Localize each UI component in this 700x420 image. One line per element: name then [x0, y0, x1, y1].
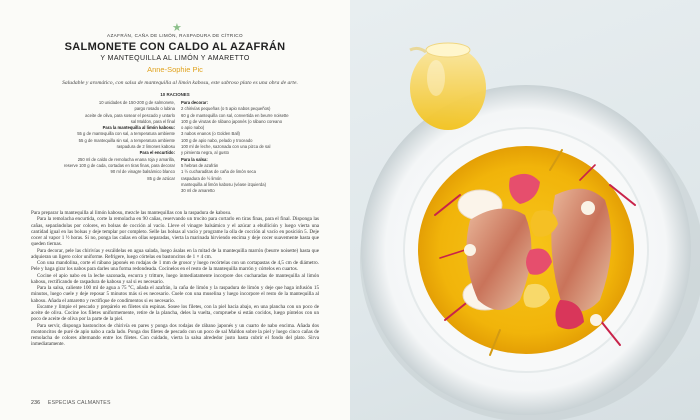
ingredient-heading: Para el encurtido:: [139, 150, 175, 156]
puree-dot: [464, 244, 476, 256]
recipe-tags: AZAFRÁN, CAÑA DE LIMÓN, RASPADURA DE CÍTRICO: [107, 33, 243, 38]
page-footer: [31, 400, 111, 406]
ingredient-line: 100 g de virutas de rábano japonés (o rábano coreano: [181, 118, 283, 124]
ingredient-line: sal Maldon, para el final: [130, 118, 175, 124]
ingredient-line: 100 g de apio nabo, pelado y troceado: [181, 137, 253, 143]
dish-photo: [350, 0, 700, 420]
recipe-intro: Saludable y aromático, con salsa de mantequilla al limón kabosu, este sabroso plato es una obra de arte.: [62, 80, 298, 86]
puree-dot: [590, 314, 602, 326]
ingredient-line: 250 ml de caldo de remolacha enana roja y amarilla,: [77, 156, 175, 162]
fish-fillet: [466, 209, 531, 310]
puree-dot: [581, 201, 595, 215]
method-paragraph: Escame y limpie el pescado y prepárelo en filetes sin espinas. Sosee los filetes, con la piel hacia abajo, en una plancha con un poco de aceite de oliva. Cocine los filetes uniformemente, retire de la plancha, deles la vuelta, compruebe si están cocidos, luego píntelos con un poco de aceite de oliva por la parte de la piel.: [31, 303, 319, 323]
ingredient-heading: Para decorar:: [181, 100, 208, 105]
ingredient-line: pargo rosado o lubina: [134, 106, 175, 112]
ingredient-heading: Para la salsa:: [181, 156, 208, 162]
ingredient-line: 5 hebras de azafrán: [181, 162, 219, 168]
method-paragraph: Cocine el apio nabo en la leche sazonada, escurra y tritture, luego inmediatamente incorpore dos cucharadas de mantequilla al limón kabosu, rectificando de raspadura de kabosu y sal si es necesario.: [31, 272, 319, 285]
ingredient-line: 30 ml de amaretto: [181, 188, 215, 194]
ingredient-line: 100 ml de leche, sazonada con una pizca de sal: [181, 144, 271, 150]
method-paragraph: Para servir, disponga bastoncitos de chirivía en pares y ponga dos rodajas de rábano japonés y un cuarto de nabo encima. Añada dos montoncitos de puré de apio nabo a cada lado. Ponga dos filetes de pescado con un poco de sal Maldon sobre la piel y luego cinco cañas de remolacha de colores alternando entre los filetes. Con cuidado, vierta la salsa alrededor justo hasta cubrir el fondo del plato. Sirva inmediatamente.: [31, 322, 319, 348]
recipe-title: SALMONETE CON CALDO AL AZAFRÁN: [64, 41, 286, 53]
sauce-jug: [410, 43, 486, 130]
ingredient-line: 1 ½ cucharaditas de caña de limón seca: [181, 169, 256, 175]
ingredient-line: raspadura de ½ limón: [181, 175, 222, 181]
method-paragraph: Para la salsa, caliente 100 ml de agua a 75 °C, añada el azafrán, la caña de limón y la raspadura de limón y deje que haga infusión 15 minutos, luego cuele y deje reposar 5 minutos más si es necesario. Cuele con una muselina y luego incorpore el resto de la mantequilla al kabosu. Añada el amaretto y rectifique de condimentos si es necesario.: [31, 285, 319, 304]
page-number: 236: [31, 400, 41, 406]
ingredient-line: 3 nabos enanos (o Golden Ball): [181, 131, 240, 137]
method-paragraph: Para la remolacha encurtida, corte la remolacha en 90 cañas, reservando un trocito para cortarlo en tiras finas, para el final. Disponga las cañas, separándolas por colores, en bolsas de cocción al vacío. Lleve el vinagre balsámico y el azúcar a ebullición y luego vierta una cantidad igual en las bolsas y deje templar por completo. Selle las bolsas al vacío y programe la olla de cocción al vacío en posición 5. Deje cocer al vapor 1 ½ horas. Si no, ponga las cañas en ollas separadas, vierta la marinada hirviendo encima y deje cocer suavemente hasta que queden tiernas.: [31, 216, 319, 248]
method-paragraph: Con una mandolina, corte el rábano japonés en rodajas de 1 mm de grosor y luego recórtelas con un cortapastas de 4,5 cm de diámetro. Pele y haga girar los nabos para darles una forma redondeada. Cocínelos en el resto de la mantequilla marrón y córtelos en cuartos.: [31, 260, 319, 273]
method-paragraph: Para decorar, pele las chirivías y escáldelas en agua salada, luego ásalas en la mitad de la mantequilla marrón (beurre noisette) hasta que adquieran un ligero color uniforme. Refrigere, luego córtelas en bastoncitos de 1 × 4 cm.: [31, 247, 319, 260]
ingredients-left: [40, 100, 175, 182]
ingredient-line: 55 g de mantequilla sin sal, a temperatura ambiente: [78, 137, 175, 143]
right-page-photo: [350, 0, 700, 420]
section-name: ESPECIAS CALMANTES: [47, 400, 111, 406]
ingredient-line: 60 g de mantequilla con sal, convertida en beurre noisette: [181, 112, 289, 118]
ingredient-line: aceite de oliva, para sosear el pescado y untarlo: [85, 112, 175, 118]
ingredient-line: 2 chirivías pequeñas (o 5 apio nabos pequeños): [181, 106, 271, 112]
ingredient-heading: Para la mantequilla al limón kabosu:: [102, 125, 175, 131]
ingredients-right: [181, 100, 311, 194]
recipe-author: Anne-Sophie Pic: [147, 65, 203, 74]
servings: 10 RACIONES: [160, 92, 190, 97]
ingredient-line: raspadura de 2 limones kabosu: [116, 144, 175, 150]
ingredient-line: reserve 100 g de cada, cortadas en tiras finas, para decorar: [63, 162, 175, 168]
star-icon: ★: [172, 22, 182, 34]
ingredient-line: 85 g de azúcar: [147, 175, 175, 181]
ingredient-line: y pimienta negra, al gusto: [181, 150, 229, 156]
method-paragraph: Para preparar la mantequilla al limón kabosu, mezcle las mantequillas con la raspadura de kabosu.: [31, 210, 232, 216]
ingredient-line: 55 g de mantequilla con sal, a temperatura ambiente: [77, 131, 175, 137]
ingredient-line: 90 ml de vinagre balsámico blanco: [110, 169, 175, 175]
ingredient-line: mantequilla al limón kabosu (véase izquierda): [181, 181, 266, 187]
ingredient-line: o apio nabo): [181, 125, 205, 131]
recipe-subtitle: Y MANTEQUILLA AL LIMÓN Y AMARETTO: [100, 55, 250, 62]
method-text: [31, 210, 319, 348]
ingredient-line: 10 unidades de 150-200 g de salmonete,: [98, 100, 175, 105]
